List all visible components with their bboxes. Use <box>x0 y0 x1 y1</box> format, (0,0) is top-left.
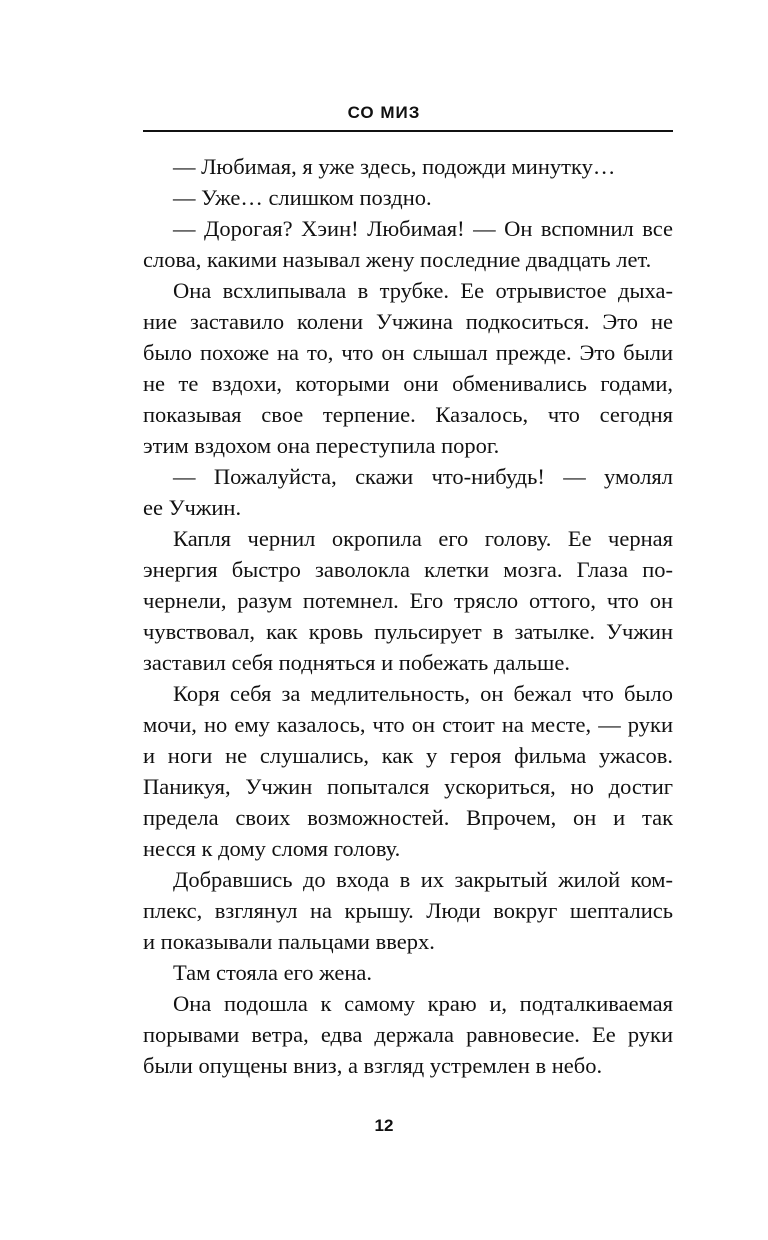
text-line: — Любимая, я уже здесь, подожди минутку… <box>173 154 616 179</box>
body-text <box>143 151 673 1081</box>
paragraph <box>143 864 673 957</box>
text-line: ее Учжин. <box>143 495 242 520</box>
paragraph <box>143 523 673 678</box>
text-line: Коря себя за медлительность, он бежал что было <box>173 681 673 706</box>
running-head: СО МИЗ <box>347 103 421 122</box>
text-line: ние заставило колени Учжина подкоситься. Это не <box>143 309 673 334</box>
text-line: заставил себя подняться и побежать дальше. <box>143 650 570 675</box>
text-line: — Дорогая? Хэин! Любимая! — Он вспомнил все <box>173 216 673 241</box>
text-line: — Уже… слишком поздно. <box>173 185 432 210</box>
text-line: показывая свое терпение. Казалось, что сегодня <box>143 402 673 427</box>
text-line: были опущены вниз, а взгляд устремлен в небо. <box>143 1053 603 1078</box>
text-line: Паникуя, Учжин попытался ускориться, но достиг <box>143 774 673 799</box>
paragraph <box>143 678 673 864</box>
text-line: слова, какими называл жену последние двадцать лет. <box>143 247 652 272</box>
header-rule <box>143 130 673 132</box>
paragraph <box>143 182 673 213</box>
paragraph <box>143 213 673 275</box>
text-line: этим вздохом она переступила порог. <box>143 433 500 458</box>
paragraph <box>143 988 673 1081</box>
text-line: порывами ветра, едва держала равновесие. Ее руки <box>143 1022 673 1047</box>
text-line: Там стояла его жена. <box>173 960 372 985</box>
text-line: несся к дому сломя голову. <box>143 836 401 861</box>
page-number: 12 <box>374 1116 394 1135</box>
text-line: Добравшись до входа в их закрытый жилой ком- <box>173 867 673 892</box>
paragraph <box>143 957 673 988</box>
text-line: Капля чернил окропила его голову. Ее черная <box>173 526 673 551</box>
text-line: Она всхлипывала в трубке. Ее отрывистое дыха- <box>173 278 673 303</box>
paragraph <box>143 151 673 182</box>
text-line: и ноги не слушались, как у героя фильма ужасов. <box>143 743 673 768</box>
text-line: чернели, разум потемнел. Его трясло оттого, что он <box>143 588 673 613</box>
text-line: чувствовал, как кровь пульсирует в затылке. Учжин <box>143 619 673 644</box>
paragraph <box>143 275 673 461</box>
paragraph <box>143 461 673 523</box>
text-line: было похоже на то, что он слышал прежде. Это были <box>143 340 673 365</box>
text-line: мочи, но ему казалось, что он стоит на месте, — руки <box>143 712 673 737</box>
text-line: — Пожалуйста, скажи что-нибудь! — умолял <box>173 464 673 489</box>
text-line: и показывали пальцами вверх. <box>143 929 435 954</box>
text-line: энергия быстро заволокла клетки мозга. Глаза по- <box>143 557 673 582</box>
text-line: предела своих возможностей. Впрочем, он и так <box>143 805 673 830</box>
text-line: Она подошла к самому краю и, подталкиваемая <box>173 991 673 1016</box>
text-line: не те вздохи, которыми они обменивались годами, <box>143 371 673 396</box>
text-line: плекс, взглянул на крышу. Люди вокруг шептались <box>143 898 673 923</box>
